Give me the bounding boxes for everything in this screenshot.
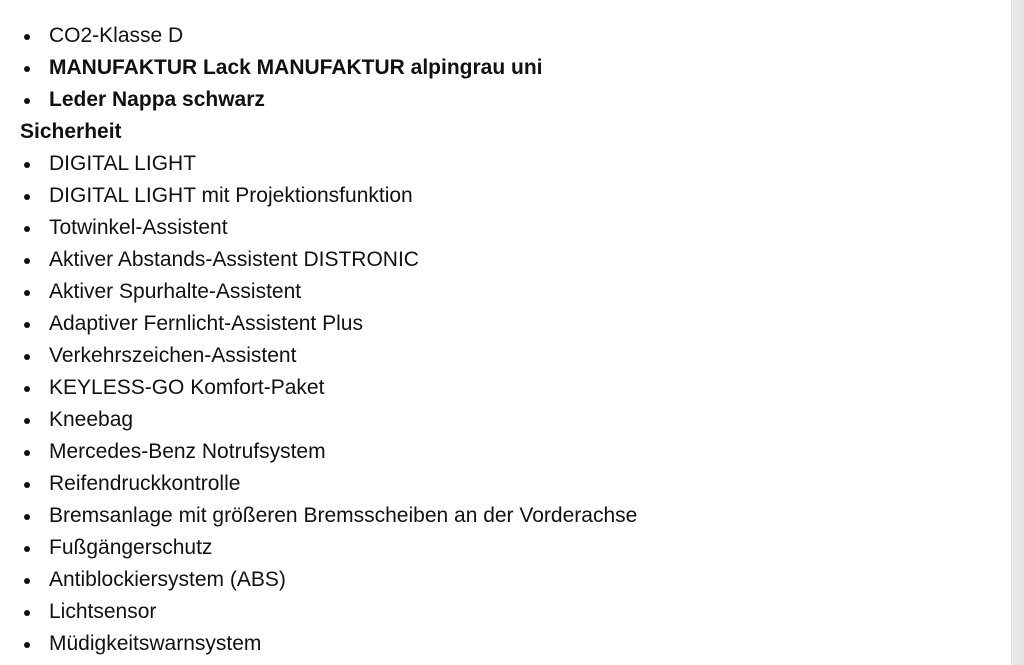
list-item: Aktiver Abstands-Assistent DISTRONIC [0, 244, 1012, 276]
list-item: Reifendruckkontrolle [0, 468, 1012, 500]
list-item: DIGITAL LIGHT [0, 148, 1012, 180]
section-heading: Sicherheit [20, 120, 122, 143]
list-item: MANUFAKTUR Lack MANUFAKTUR alpingrau uni [0, 52, 1012, 84]
features-content [0, 20, 1012, 660]
list-item: Müdigkeitswarnsystem [0, 628, 1012, 660]
list-item: Aktiver Spurhalte-Assistent [0, 276, 1012, 308]
list-item: CO2-Klasse D [0, 20, 1012, 52]
list-item: Leder Nappa schwarz [0, 84, 1012, 116]
list-item: Adaptiver Fernlicht-Assistent Plus [0, 308, 1012, 340]
list-item: Lichtsensor [0, 596, 1012, 628]
scrollbar-track[interactable] [1011, 0, 1024, 665]
list-item: Fußgängerschutz [0, 532, 1012, 564]
list-item: Totwinkel-Assistent [0, 212, 1012, 244]
list-item: Kneebag [0, 404, 1012, 436]
list-item: Antiblockiersystem (ABS) [0, 564, 1012, 596]
safety-feature-list [0, 148, 1012, 660]
list-item: DIGITAL LIGHT mit Projektionsfunktion [0, 180, 1012, 212]
list-item: Verkehrszeichen-Assistent [0, 340, 1012, 372]
top-feature-list [0, 20, 1012, 116]
list-item: Mercedes-Benz Notrufsystem [0, 436, 1012, 468]
list-item: Bremsanlage mit größeren Bremsscheiben an der Vorderachse [0, 500, 1012, 532]
list-item: KEYLESS-GO Komfort-Paket [0, 372, 1012, 404]
